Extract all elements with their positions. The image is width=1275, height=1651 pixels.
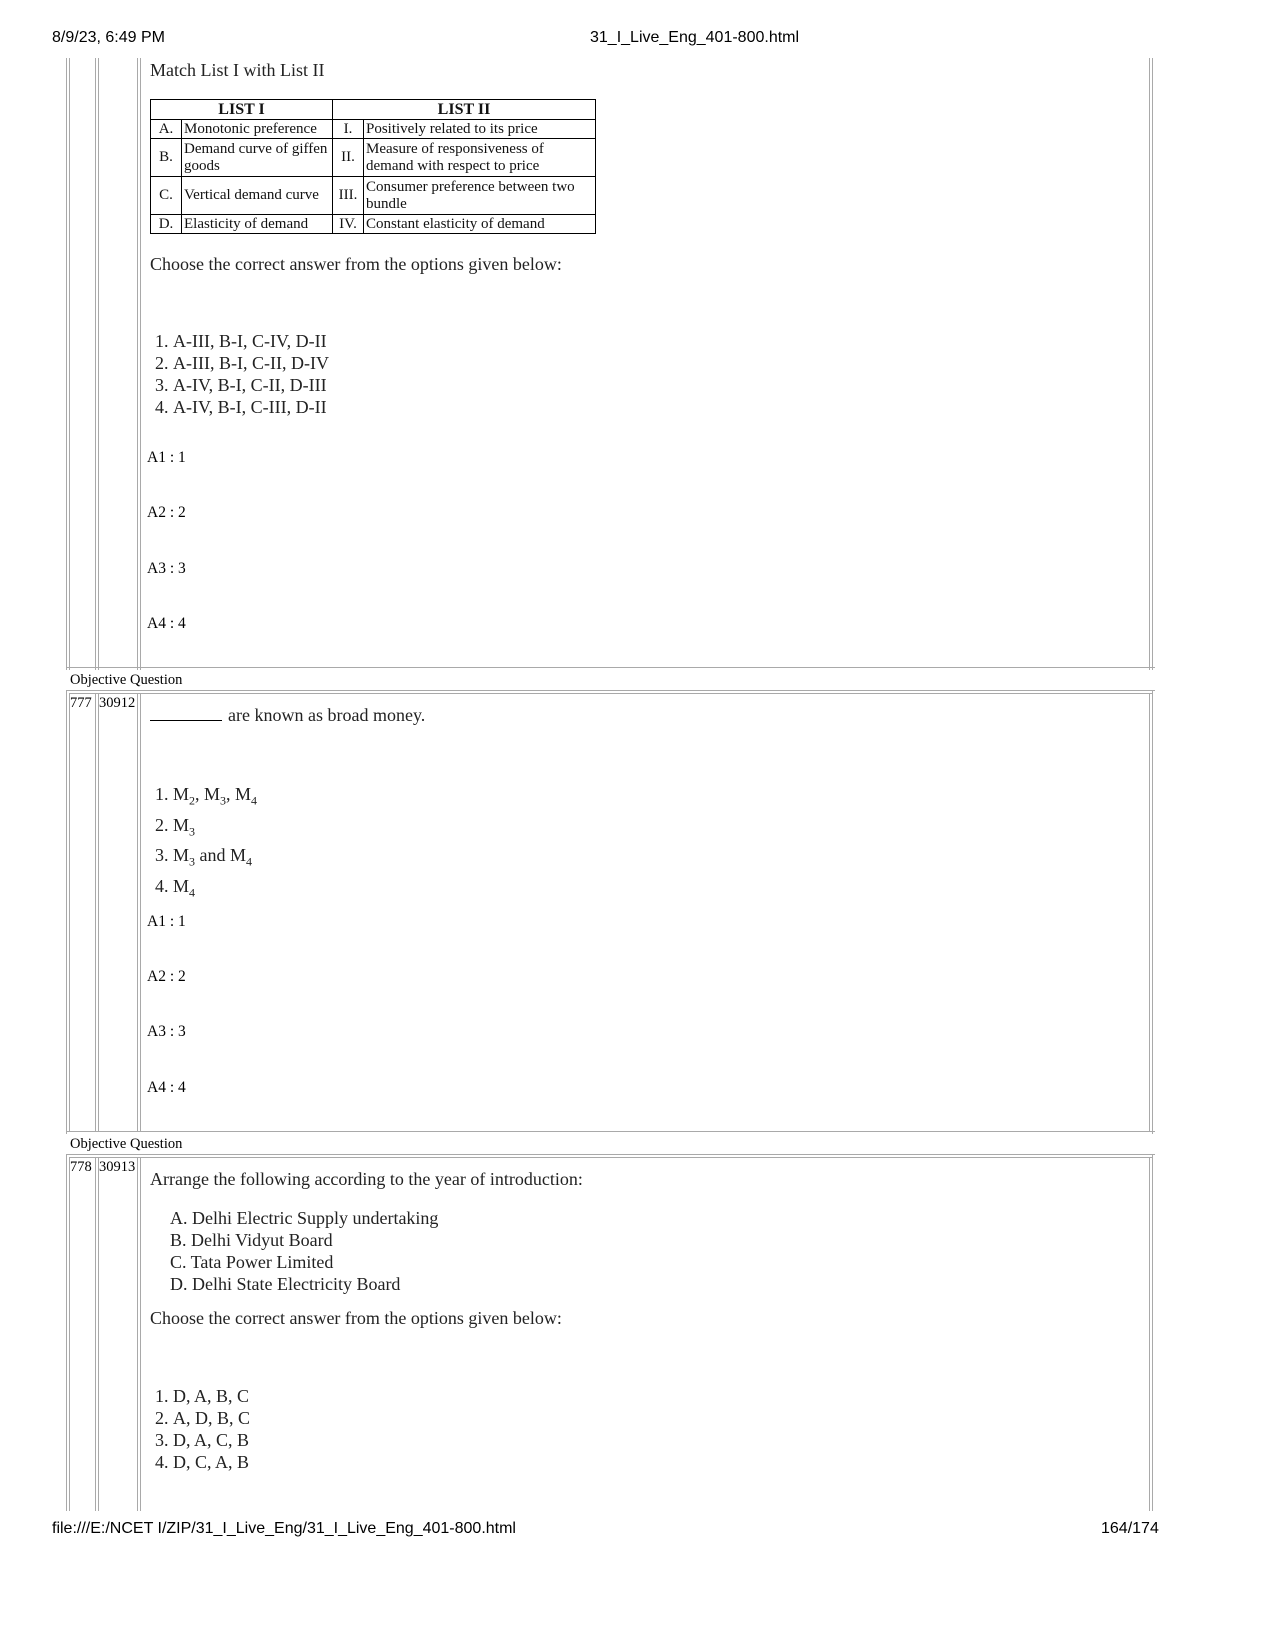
list-one-value: Monotonic preference — [182, 120, 333, 139]
question-text-label: are known as broad money. — [228, 705, 426, 725]
table-row — [151, 177, 596, 215]
question-intro: Match List I with List II — [150, 60, 325, 80]
print-page-number: 164/174 — [1101, 1520, 1159, 1537]
frame-line — [140, 693, 141, 1131]
list-two-header: LIST II — [333, 100, 596, 120]
frame-line — [66, 690, 67, 1134]
option-item: 1. A-III, B-I, C-IV, D-II — [173, 330, 329, 352]
question-number: 778 — [70, 1159, 92, 1175]
list-one-header: LIST I — [151, 100, 333, 120]
frame-line — [98, 1157, 99, 1511]
option-item: 2. A, D, B, C — [173, 1407, 250, 1429]
choose-instruction: Choose the correct answer from the options given below: — [150, 254, 562, 274]
list-one-key: D. — [151, 215, 182, 234]
frame-line — [69, 1157, 1152, 1158]
frame-line — [69, 693, 1152, 694]
question-type-label: Objective Question — [70, 672, 183, 688]
list-one-value: Elasticity of demand — [182, 215, 333, 234]
frame-line — [95, 693, 96, 1131]
list-two-key: III. — [333, 177, 364, 215]
answer-key: A1 : 1 — [147, 913, 186, 930]
options-list — [133, 330, 329, 418]
table-row — [151, 139, 596, 177]
option-item: 4. A-IV, B-I, C-III, D-II — [173, 396, 329, 418]
frame-line — [66, 1131, 1155, 1132]
options-list — [133, 1385, 250, 1473]
question-id: 30912 — [99, 695, 136, 711]
answer-key: A3 : 3 — [147, 1023, 186, 1040]
question-type-label: Objective Question — [70, 1136, 183, 1152]
print-doc-title: 31_I_Live_Eng_401-800.html — [590, 29, 800, 46]
question-text: Arrange the following according to the year of introduction: — [150, 1169, 583, 1189]
frame-line — [1152, 1154, 1153, 1511]
list-one-key: C. — [151, 177, 182, 215]
list-one-key: B. — [151, 139, 182, 177]
list-two-key: IV. — [333, 215, 364, 234]
option-item: 1. D, A, B, C — [173, 1385, 250, 1407]
frame-line — [69, 1157, 70, 1511]
frame-line — [1152, 58, 1153, 670]
option-item: 2. $M_3$ — [173, 813, 257, 844]
items-list — [133, 1207, 438, 1295]
print-file-path: file:///E:/NCET I/ZIP/31_I_Live_Eng/31_I_Live_Eng_401-800.html — [52, 1520, 516, 1537]
list-two-value: Consumer preference between two bundle — [364, 177, 596, 215]
list-item: D. Delhi State Electricity Board — [170, 1274, 401, 1294]
answer-key: A3 : 3 — [147, 560, 186, 577]
frame-line — [95, 1157, 96, 1511]
option-item: 2. A-III, B-I, C-II, D-IV — [173, 352, 329, 374]
list-one-key: A. — [151, 120, 182, 139]
list-one-value: Vertical demand curve — [182, 177, 333, 215]
frame-line — [137, 693, 138, 1131]
frame-line — [66, 58, 67, 670]
frame-line — [1152, 690, 1153, 1134]
frame-line — [1149, 58, 1150, 670]
option-item: 4. D, C, A, B — [173, 1451, 250, 1473]
frame-line — [1149, 1157, 1150, 1511]
option-item: 3. $M_3$ and $M_4$ — [173, 843, 257, 874]
option-item: 1. $M_2$, $M_3$, $M_4$ — [173, 782, 257, 813]
list-two-value: Measure of responsiveness of demand with respect to price — [364, 139, 596, 177]
option-item: 3. D, A, C, B — [173, 1429, 250, 1451]
list-item: A. Delhi Electric Supply undertaking — [170, 1208, 439, 1228]
question-text — [150, 705, 425, 726]
list-item: C. Tata Power Limited — [170, 1252, 334, 1272]
frame-line — [69, 58, 70, 670]
answer-key: A4 : 4 — [147, 1079, 186, 1096]
answer-key: A2 : 2 — [147, 504, 186, 521]
choose-instruction: Choose the correct answer from the options given below: — [150, 1308, 562, 1328]
frame-line — [69, 693, 70, 1131]
question-number: 777 — [70, 695, 92, 711]
blank-line — [150, 720, 222, 721]
frame-line — [66, 1154, 67, 1511]
list-two-key: I. — [333, 120, 364, 139]
answer-key: A4 : 4 — [147, 615, 186, 632]
options-list — [133, 782, 257, 904]
frame-line — [95, 58, 96, 670]
answer-key: A1 : 1 — [147, 449, 186, 466]
frame-line — [98, 58, 99, 670]
option-item: 4. $M_4$ — [173, 874, 257, 905]
list-two-value: Positively related to its price — [364, 120, 596, 139]
list-item: B. Delhi Vidyut Board — [170, 1230, 333, 1250]
list-one-value: Demand curve of giffen goods — [182, 139, 333, 177]
frame-line — [66, 690, 1155, 691]
frame-line — [1149, 693, 1150, 1131]
question-id: 30913 — [99, 1159, 136, 1175]
table-row — [151, 120, 596, 139]
match-table — [150, 99, 596, 234]
list-two-key: II. — [333, 139, 364, 177]
list-two-value: Constant elasticity of demand — [364, 215, 596, 234]
answer-key: A2 : 2 — [147, 968, 186, 985]
frame-line — [66, 1154, 1155, 1155]
frame-line — [66, 667, 1155, 668]
frame-line — [98, 693, 99, 1131]
option-item: 3. A-IV, B-I, C-II, D-III — [173, 374, 329, 396]
print-datetime: 8/9/23, 6:49 PM — [52, 29, 165, 46]
table-row — [151, 215, 596, 234]
